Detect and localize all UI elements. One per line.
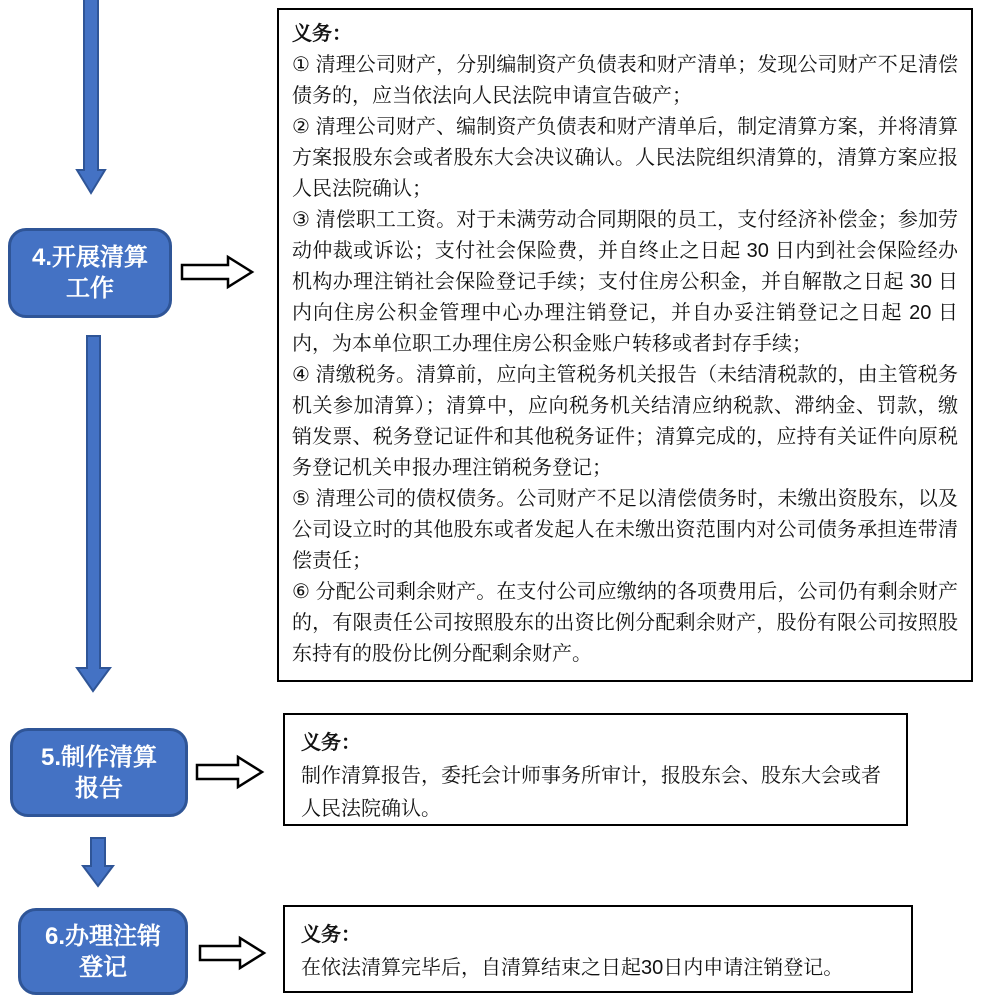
duty-box-step6: [283, 905, 913, 993]
duty-pointer-arrow-step5: [197, 757, 262, 787]
duty-heading-step6: 义务：: [301, 924, 361, 946]
duty-heading-step5: 义务：: [301, 732, 361, 754]
duty-pointer-arrow-step4: [182, 257, 252, 287]
flow-node-step4: [8, 228, 172, 318]
duty-item-1: ① 清理公司财产，分别编制资产负债表和财产清单；发现公司财产不足清偿债务的，应当依法向人民法院申请宣告破产；: [292, 54, 958, 107]
duty-heading-step4: 义务：: [292, 23, 352, 45]
duty-item-5: ⑤ 清理公司的债权债务。公司财产不足以清偿债务时，未缴出资股东，以及公司设立时的其他股东或者发起人在未缴出资范围内对公司债务承担连带清偿责任；: [292, 488, 958, 572]
flow-node-step5-label-line2: 报告: [75, 774, 123, 802]
flow-down-arrow-into-step4: [77, 0, 105, 193]
duty-body-step5: 制作清算报告，委托会计师事务所审计，报股东会、股东大会或者人民法院确认。: [301, 765, 881, 820]
flow-node-step6: [18, 908, 188, 995]
duty-item-4: ④ 清缴税务。清算前，应向主管税务机关报告（未结清税款的，由主管税务机关参加清算）；清算中，应向税务机关结清应纳税款、滞纳金、罚款，缴销发票、税务登记证件和其他税务证件；清算完成的，应持有关证件向原税务登记机关申报办理注销税务登记；: [292, 364, 958, 479]
duty-body-step6: 在依法清算完毕后，自清算结束之日起30日内申请注销登记。: [301, 957, 844, 979]
flow-node-step6-label-line2: 登记: [79, 953, 127, 981]
flow-node-step4-label-line2: 工作: [66, 275, 114, 302]
duty-item-6: ⑥ 分配公司剩余财产。在支付公司应缴纳的各项费用后，公司仍有剩余财产的，有限责任公司按照股东的出资比例分配剩余财产，股份有限公司按照股东持有的股份比例分配剩余财产。: [292, 581, 958, 665]
duty-item-3: ③ 清偿职工工资。对于未满劳动合同期限的员工，支付经济补偿金；参加劳动仲裁或诉讼；支付社会保险费，并自终止之日起 30 日内到社会保险经办机构办理注销社会保险登记手续；支付住房公积金，并自解散之日起 30 日内向住房公积金管理中心办理注销登记，并自办妥注销登记之日起 20 日内，为本单位职工办理住房公积金账户转移或者封存手续；: [292, 209, 958, 355]
flow-down-arrow-step4-to-step5: [77, 336, 110, 691]
flow-down-arrow-step5-to-step6: [83, 838, 113, 886]
flow-node-step6-label-line1: 6.办理注销: [44, 922, 161, 950]
duty-box-step4: [277, 8, 973, 682]
duty-item-2: ② 清理公司财产、编制资产负债表和财产清单后，制定清算方案，并将清算方案报股东会或者股东大会决议确认。人民法院组织清算的，清算方案应报人民法院确认；: [292, 116, 958, 200]
flow-node-step5-label-line1: 5.制作清算: [40, 743, 157, 771]
duty-box-step5: [283, 713, 908, 826]
flow-node-step5: [10, 728, 188, 817]
duty-pointer-arrow-step6: [200, 938, 264, 968]
flow-node-step4-label-line1: 4.开展清算: [31, 244, 148, 271]
